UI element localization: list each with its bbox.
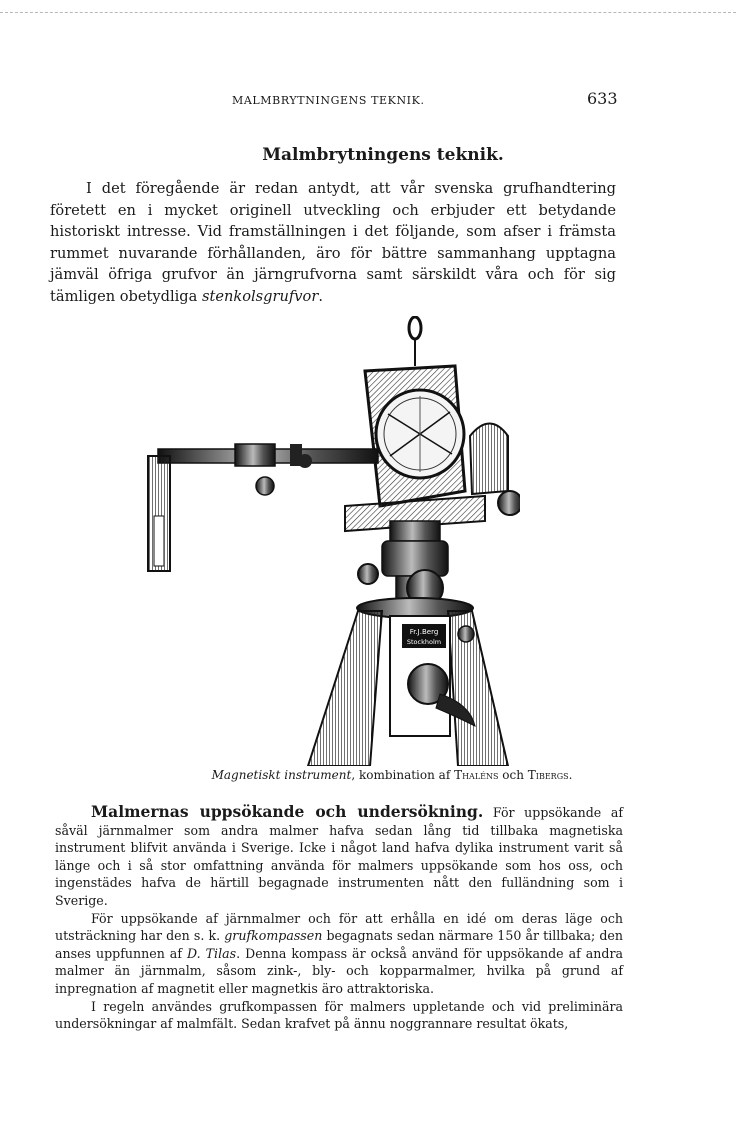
p2-a: För uppsökande af järnmalmer och för att erhålla en idé om deras läge och utsträckning har den s. k. [55,910,623,944]
adjustment-knob-right [498,491,520,515]
side-shutter [470,424,508,495]
caption-italic: Magnetiskt instrument [211,768,352,782]
p2-em2: D. Tilas [187,945,237,961]
intro-emphasis: stenkolsgrufvor [202,287,319,305]
figure-caption [0,768,736,782]
vertical-scale [148,456,170,571]
column [358,521,448,606]
top-edge-rule [0,12,736,14]
section-heading: Malmernas uppsökande och undersökning. [91,802,484,821]
tripod-head [308,598,508,766]
horizontal-arm [158,444,378,495]
instrument-engraving [140,316,520,766]
section-body [55,803,623,1033]
p1-text: För uppsökande af såväl järnmalmer som andra malmer hafva sedan lång tid tillbaka magnetiska instrument blifvit använda i Sverige. Icke i något land hafva dylika instrument varit så länge och i så stor omfattning använda för malmers uppsökande som hos oss, och ingenstädes hafva de härtill begagnade instrumenten nått den fulländning som i Sverige. [55,805,624,908]
p2-c: . Denna kompass är också använd för uppsökande af andra malmer än järnmalm, såsom zink-, bly- och kopparmalmer, hvilka på grund af inpregnation af magnetit eller magnetkis äro attraktoriska. [55,945,623,996]
section-paragraph-2 [55,910,623,998]
magnetic-instrument-illustration [140,316,520,766]
caption-and: och [498,768,528,782]
intro-text: I det föregående är redan antydt, att vår svenska grufhandtering företett en i mycket originell utveckling och erbjuder ett betydande historiskt intresse. Vid framställningen i det följande, som afser i främsta rummet nuvarande förhållanden, äro för bättre sammanhang upptagna jämväl öfriga grufvor än järngrufvorna samt särskildt våra och för sig tämligen obetydliga [50,180,616,305]
suspension-ring [409,317,421,339]
section-paragraph-3: I regeln användes grufkompassen för malmers uppletande och vid preliminära undersökningar af malmfält. Sedan krafvet på ännu noggrannare resultat ökats, [55,998,623,1032]
maker-plate-line1: Fr.J.Berg [409,628,439,636]
page-number: 633 [587,89,618,108]
caption-name2: Tibergs [527,768,569,782]
article-title: Malmbrytningens teknik. [262,145,504,165]
caption-name1: Thaléns [454,768,499,782]
maker-plate-line2: Stockholm [406,638,442,646]
p2-em1: grufkompassen [224,928,323,944]
intro-end: . [318,287,323,305]
section-paragraph-1 [55,803,623,910]
running-header: MALMBRYTNINGENS TEKNIK. [232,94,425,107]
caption-end: . [568,768,573,782]
compass-frame [365,366,465,506]
intro-paragraph [50,178,616,307]
p2-b: begagnats sedan närmare 150 år tillbaka; den anses uppfunnen af [55,928,623,961]
caption-mid: , kombination af [351,768,455,782]
